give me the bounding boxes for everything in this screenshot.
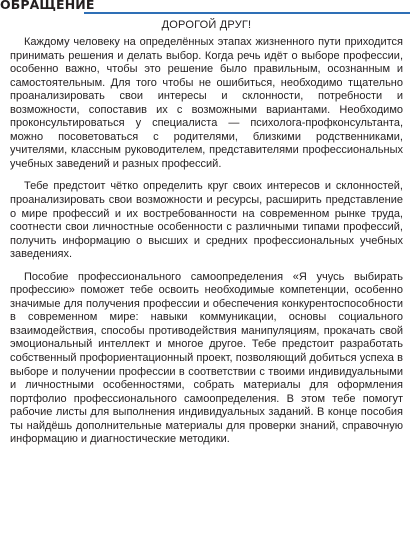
paragraph-1: Каждому человеку на определённых этапах жизненного пути приходится принимать решения и делать выбор. Когда речь идёт о выборе профессии, особенно важно, чтобы это решение было правильным, осознанным и самостоятельным. Для того чтобы не ошибиться, необходимо тщательно проанализировать свои интересы и склонности, потребности и возможности, сопоставив их с возможными вариантами. Необходимо проконсультироваться у специалиста — психолога-профконсультанта, можно посоветоваться с родителями, близкими родственниками, учителями, классным руководителем, представителями профессиональных учебных заведений и разных профессий. — [10, 36, 403, 170]
salutation-heading: ДОРОГОЙ ДРУГ! — [161, 19, 252, 31]
section-title: ОБРАЩЕНИЕ — [0, 0, 95, 12]
header-rule — [84, 12, 410, 14]
paragraph-2: Тебе предстоит чётко определить круг своих интересов и склонностей, проанализировать свои возможности и ресурсы, расширить представление о мире профессий и их востребованности на современном рынке труда, соотнести свои личностные особенности с различными типами профессий, получить информацию о высших и средних профессиональных учебных заведениях. — [10, 180, 403, 261]
page-header — [0, 0, 410, 14]
page-content — [10, 19, 403, 456]
paragraph-3: Пособие профессионального самоопределения «Я учусь выбирать профессию» поможет тебе освоить необходимые компетенции, особенно значимые для получения профессии и обеспечения конкурентоспособности в современном мире: навыки коммуникации, основы социального взаимодействия, способы противодействия манипуляциям, прокачать свой эмоциональный интеллект и многое другое. Тебе предстоит разработать собственный профориентационный проект, позволяющий добиться успеха в выборе и получении профессии в соответствии с твоими индивидуальными и личностными особенностями, собрать материалы для оформления портфолио профессионального самоопределения. В этом тебе помогут рабочие листы для выполнения индивидуальных заданий. В конце пособия ты найдёшь дополнительные материалы для проверки знаний, справочную информацию и диагностические методики. — [10, 270, 403, 446]
